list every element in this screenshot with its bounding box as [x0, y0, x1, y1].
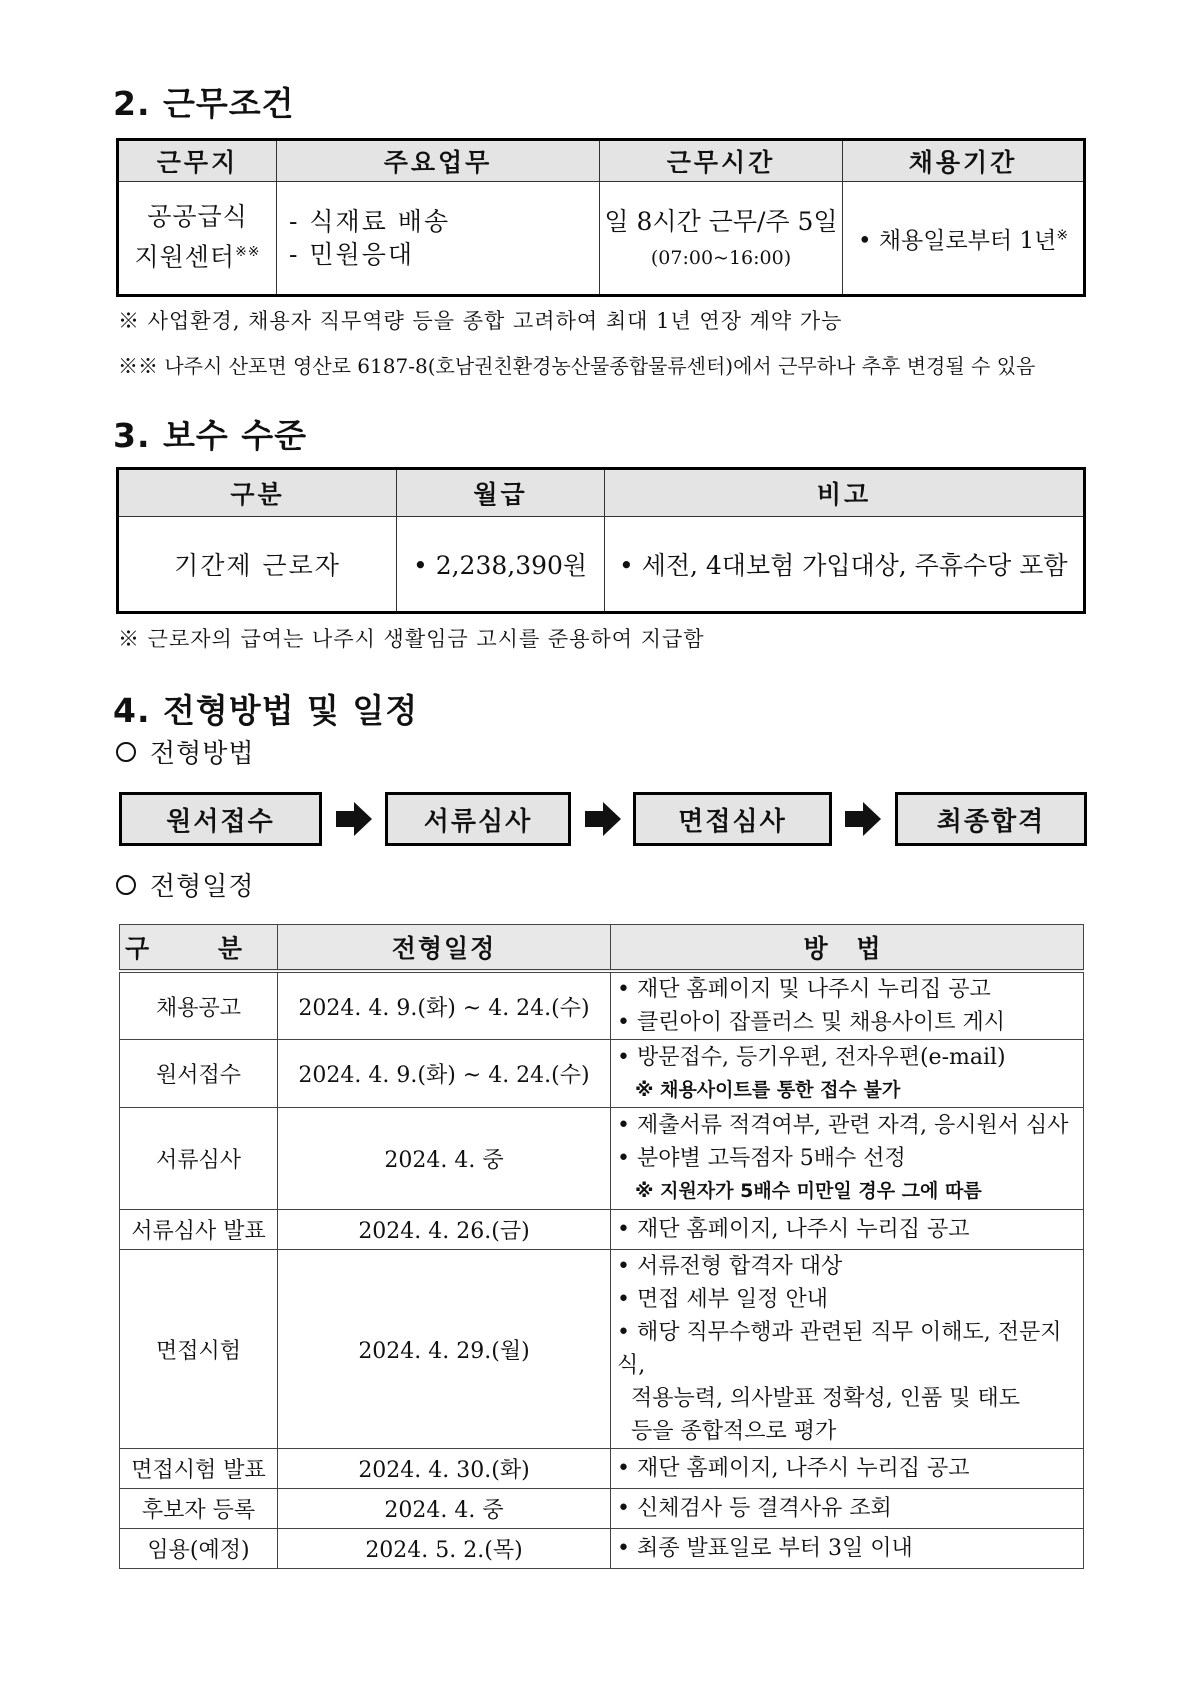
work-conditions-table — [116, 138, 1086, 297]
row-date: 2024. 4. 중 — [278, 1108, 611, 1210]
method-line: • 제출서류 적격여부, 관련 자격, 응시원서 심사 — [617, 1113, 1069, 1138]
section-title-selection: 4. 전형방법 및 일정 — [113, 691, 419, 730]
table-header-row — [118, 469, 1085, 517]
table-header-row — [118, 140, 1085, 182]
duty-delivery: - 식재료 배송 — [289, 207, 451, 236]
table-row — [118, 182, 1085, 296]
workplace-line2: 지원센터 — [134, 242, 236, 272]
header-schedule: 전형일정 — [278, 925, 611, 972]
row-name: 채용공고 — [120, 971, 278, 1040]
method-bold-note: ※ 지원자가 5배수 미만일 경우 그에 따름 — [635, 1180, 982, 1202]
table-row — [118, 517, 1085, 613]
header-duties: 주요업무 — [277, 140, 600, 182]
row-date: 2024. 4. 29.(월) — [278, 1250, 611, 1449]
section-title-pay: 3. 보수 수준 — [113, 416, 307, 455]
header-salary: 월급 — [397, 469, 605, 517]
table-row — [120, 1449, 1084, 1489]
row-method — [611, 1210, 1084, 1250]
table-row — [120, 1210, 1084, 1250]
method-line: • 재단 홈페이지, 나주시 누리집 공고 — [617, 1217, 970, 1242]
pay-note: ※ 근로자의 급여는 나주시 생활임금 고시를 준용하여 지급함 — [118, 627, 705, 651]
row-name: 원서접수 — [120, 1040, 278, 1108]
row-date: 2024. 4. 26.(금) — [278, 1210, 611, 1250]
method-bold-note: ※ 채용사이트를 통한 접수 불가 — [635, 1078, 901, 1101]
row-name: 면접시험 발표 — [120, 1449, 278, 1489]
table-row — [120, 1529, 1084, 1569]
row-date: 2024. 4. 9.(화) ~ 4. 24.(수) — [278, 971, 611, 1040]
period-mark: ※ — [1056, 226, 1069, 243]
header-period: 채용기간 — [843, 140, 1085, 182]
pay-salary: • 2,238,390원 — [397, 517, 605, 613]
arrow-right-icon — [336, 802, 372, 836]
method-line: • 방문접수, 등기우편, 전자우편(e-mail) — [617, 1044, 1006, 1070]
table-row — [120, 1040, 1084, 1108]
schedule-heading — [116, 866, 254, 903]
method-line: • 면접 세부 일정 안내 — [617, 1287, 828, 1312]
method-line: • 최종 발표일로 부터 3일 이내 — [617, 1536, 913, 1561]
circle-bullet-icon — [116, 875, 136, 895]
header-hours: 근무시간 — [600, 140, 843, 182]
method-line: • 클린아이 잡플러스 및 채용사이트 게시 — [617, 1010, 1005, 1035]
step-final-pass: 최종합격 — [895, 792, 1087, 846]
table-header-row — [120, 925, 1084, 972]
method-label: 전형방법 — [150, 739, 255, 769]
row-method — [611, 1529, 1084, 1569]
work-note-1: ※ 사업환경, 채용자 직무역량 등을 종합 고려하여 최대 1년 연장 계약 가능 — [118, 309, 843, 333]
row-name: 서류심사 — [120, 1108, 278, 1210]
hours-cell — [600, 182, 843, 296]
pay-type: 기간제 근로자 — [118, 517, 397, 613]
pay-remark: • 세전, 4대보험 가입대상, 주휴수당 포함 — [605, 517, 1085, 613]
workplace-mark: ※※ — [235, 243, 261, 260]
method-line: • 재단 홈페이지 및 나주시 누리집 공고 — [617, 977, 991, 1002]
method-line: • 분야별 고득점자 5배수 선정 — [617, 1146, 906, 1171]
workplace-cell — [118, 182, 277, 296]
header-category: 구 분 — [120, 925, 278, 972]
row-name: 서류심사 발표 — [120, 1210, 278, 1250]
row-method — [611, 1040, 1084, 1108]
workplace-line1: 공공급식 — [147, 201, 248, 231]
row-name: 후보자 등록 — [120, 1489, 278, 1529]
row-method — [611, 1449, 1084, 1489]
header-workplace: 근무지 — [118, 140, 277, 182]
method-line: • 서류전형 합격자 대상 — [617, 1254, 843, 1279]
row-method — [611, 1489, 1084, 1529]
row-date: 2024. 4. 30.(화) — [278, 1449, 611, 1489]
duty-civil: - 민원응대 — [289, 240, 414, 269]
section-title-work-conditions: 2. 근무조건 — [113, 84, 295, 123]
row-method — [611, 1108, 1084, 1210]
schedule-table — [119, 924, 1084, 1569]
header-type: 구분 — [118, 469, 397, 517]
table-row — [120, 1489, 1084, 1529]
arrow-right-icon — [585, 802, 621, 836]
schedule-label: 전형일정 — [150, 872, 255, 902]
header-remark: 비고 — [605, 469, 1085, 517]
row-date: 2024. 4. 9.(화) ~ 4. 24.(수) — [278, 1040, 611, 1108]
step-application: 원서접수 — [119, 792, 322, 846]
row-name: 임용(예정) — [120, 1529, 278, 1569]
row-method — [611, 971, 1084, 1040]
hours-time: (07:00~16:00) — [650, 246, 792, 269]
table-row — [120, 971, 1084, 1040]
row-date: 2024. 5. 2.(목) — [278, 1529, 611, 1569]
period-text: • 채용일로부터 1년 — [857, 227, 1057, 254]
step-document-review: 서류심사 — [385, 792, 571, 846]
duties-cell — [277, 182, 600, 296]
step-interview: 면접심사 — [633, 792, 832, 846]
pay-table — [116, 467, 1086, 614]
circle-bullet-icon — [116, 742, 136, 762]
hours-text: 일 8시간 근무/주 5일 — [604, 206, 838, 236]
table-row — [120, 1250, 1084, 1449]
method-line: 등을 종합적으로 평가 — [617, 1419, 837, 1444]
method-heading — [116, 733, 254, 770]
table-row — [120, 1108, 1084, 1210]
row-date: 2024. 4. 중 — [278, 1489, 611, 1529]
work-note-2: ※※ 나주시 산포면 영산로 6187-8(호남권친환경농산물종합물류센터)에서 근무하나 추후 변경될 수 있음 — [118, 354, 1036, 378]
method-line: • 신체검사 등 결격사유 조회 — [617, 1496, 892, 1521]
arrow-right-icon — [845, 802, 881, 836]
period-cell — [843, 182, 1085, 296]
method-line: • 해당 직무수행과 관련된 직무 이해도, 전문지식, — [617, 1320, 1062, 1378]
method-line: • 재단 홈페이지, 나주시 누리집 공고 — [617, 1456, 970, 1481]
method-line: 적용능력, 의사발표 정확성, 인품 및 태도 — [617, 1386, 1020, 1411]
header-method: 방 법 — [611, 925, 1084, 972]
row-method — [611, 1250, 1084, 1449]
row-name: 면접시험 — [120, 1250, 278, 1449]
